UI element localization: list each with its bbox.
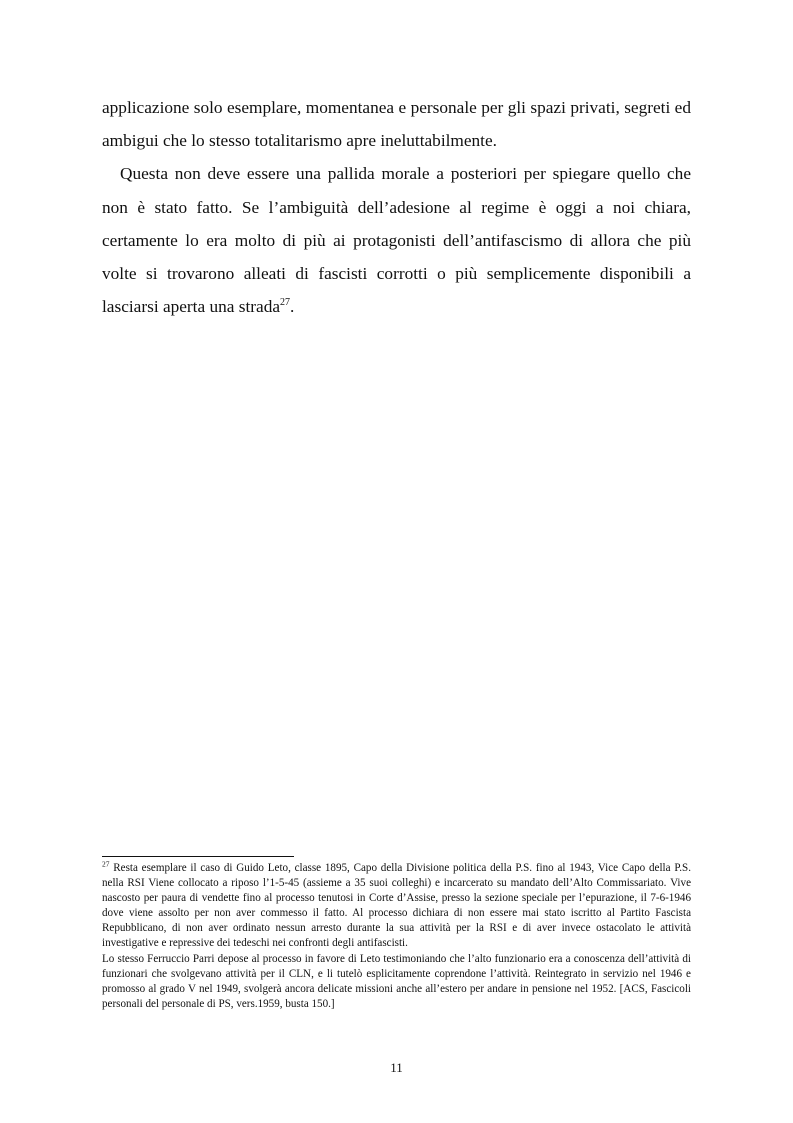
footnote-reference[interactable]: 27 [280, 297, 291, 309]
footnote-paragraph-2: Lo stesso Ferruccio Parri depose al processo in favore di Leto testimoniando che l’alto funzionario era a conoscenza dell’attività di funzionari che svolgevano attività per il CLN, e li tutelò esplicitamente coprendone l’attività. Reintegrato in servizio nel 1946 e promosso al grado V nel 1949, svolgerà ancora delicate missioni anche all’estero per andare in pensione nel 1952. [ACS, Fascicoli personali del personale di PS, vers.1959, busta 150.] [102, 952, 691, 1010]
footnote-number: 27 [102, 859, 110, 869]
footnote-area [102, 861, 691, 1012]
paragraph-main-end: . [290, 297, 295, 317]
paragraph-main [102, 157, 691, 323]
page-number: 11 [390, 1060, 403, 1075]
paragraph-continuation: applicazione solo esemplare, momentanea e personale per gli spazi privati, segreti ed ambigui che lo stesso totalitarismo apre ineluttabilmente. [102, 98, 691, 151]
paragraph-main-text: Questa non deve essere una pallida morale a posteriori per spiegare quello che non è stato fatto. Se l’ambiguità dell’adesione al regime è oggi a noi chiara, certamente lo era molto di più ai protagonisti dell’antifascismo di allora che più volte si trovarono alleati di fascisti corrotti o più semplicemente disponibili a lasciarsi aperta una strada [102, 164, 691, 317]
footnote-separator [102, 856, 294, 857]
footnote-text-1: Resta esemplare il caso di Guido Leto, classe 1895, Capo della Divisione politica della P.S. fino al 1943, Vice Capo della P.S. nella RSI Viene collocato a riposo l’1-5-45 (assieme a 35 suoi colleghi) e incarcerato su mandato dell’Alto Commissariato. Vive nascosto per paura di vendette fino al processo tenutosi in Corte d’Assise, presso la sezione speciale per l’epurazione, il 7-6-1946 dove viene assolto per non aver commesso il fatto. Al processo dichiara di non essere mai stato iscritto al Partito Fascista Repubblicano, di non aver ordinato nessun arresto durante la sua attività per la RSI e di aver invece ostacolato le attività investigative e repressive dei tedeschi nei confronti degli antifascisti. [102, 862, 691, 950]
footnote-paragraph-1 [102, 861, 691, 952]
body-text [102, 91, 691, 323]
